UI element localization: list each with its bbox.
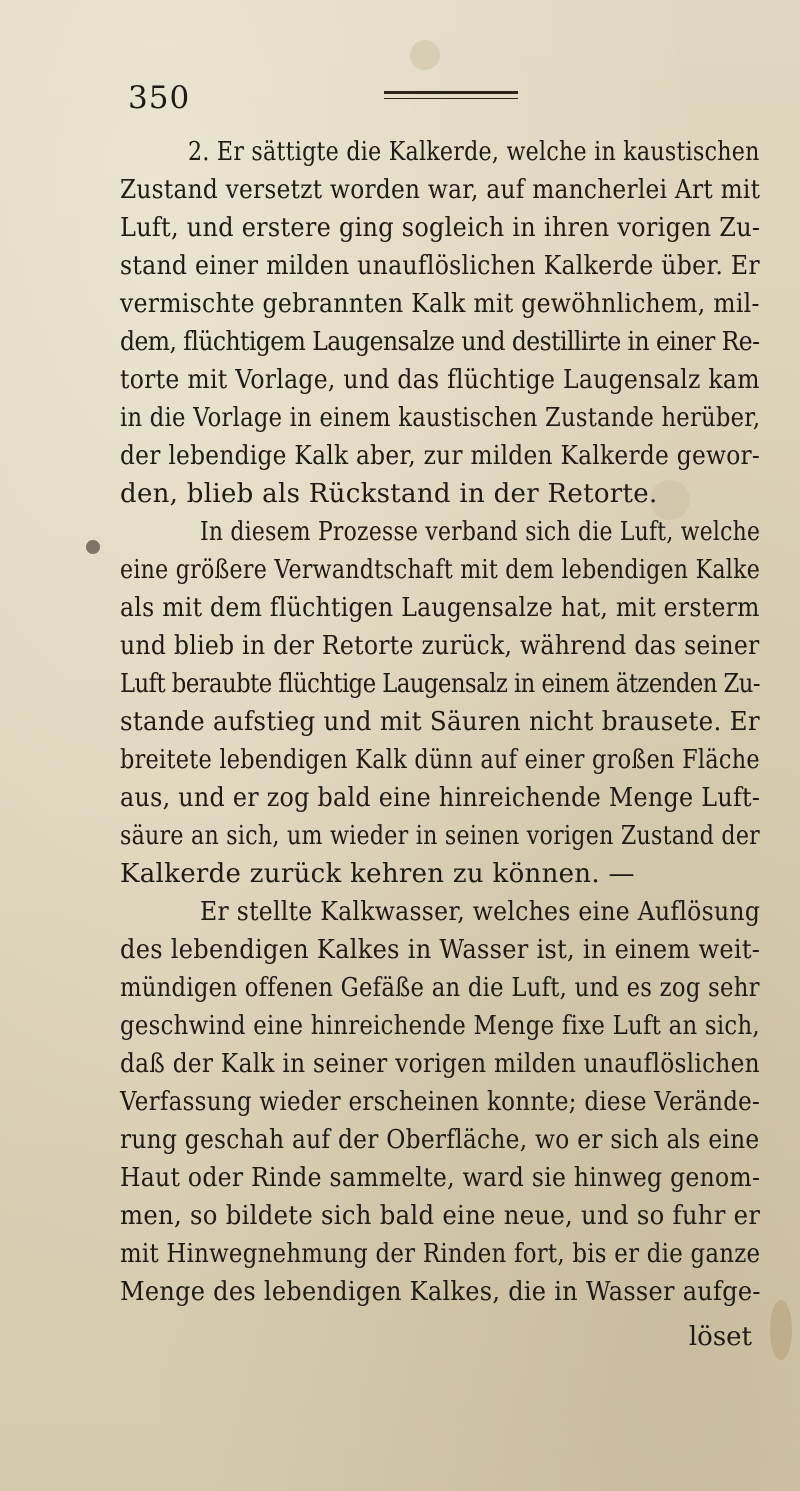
text-line: Kalkerde zurück kehren zu können. —	[120, 859, 635, 889]
text-line: Menge des lebendigen Kalkes, die in Wasser aufge-	[120, 1277, 761, 1307]
text-line: aus, und er zog bald eine hinreichende Menge Luft-	[120, 783, 761, 813]
text-line: und blieb in der Retorte zurück, während das seiner	[120, 631, 760, 661]
text-line: 2. Er sättigte die Kalkerde, welche in kaustischen	[188, 137, 760, 167]
catchword: löset	[688, 1322, 752, 1352]
text-line: rung geschah auf der Oberfläche, wo er sich als eine	[120, 1125, 760, 1155]
text-line: Luft, und erstere ging sogleich in ihren vorigen Zu-	[120, 213, 761, 243]
text-line: Haut oder Rinde sammelte, ward sie hinweg genom-	[120, 1163, 761, 1193]
text-line: des lebendigen Kalkes in Wasser ist, in einem weit-	[120, 935, 761, 965]
text-line: in die Vorlage in einem kaustischen Zustande herüber,	[120, 403, 761, 433]
text-line: den, blieb als Rückstand in der Retorte.	[120, 479, 658, 509]
paper-stain	[410, 40, 440, 70]
text-line: Er stellte Kalkwasser, welches eine Auflösung	[200, 897, 761, 927]
text-line: der lebendige Kalk aber, zur milden Kalkerde gewor-	[120, 441, 761, 471]
text-line: torte mit Vorlage, und das flüchtige Laugensalz kam	[120, 365, 760, 395]
text-line: mit Hinwegnehmung der Rinden fort, bis er die ganze	[120, 1239, 761, 1269]
paper-stain	[86, 540, 100, 554]
text-line: dem, flüchtigem Laugensalze und destillirte in einer Re-	[120, 327, 760, 357]
text-line: stand einer milden unauflöslichen Kalkerde über. Er	[120, 251, 760, 281]
page-number: 350	[128, 80, 191, 116]
text-line: säure an sich, um wieder in seinen vorigen Zustand der	[120, 821, 761, 851]
text-line: In diesem Prozesse verband sich die Luft, welche	[200, 517, 761, 547]
header-rule	[384, 91, 518, 99]
text-line: Luft beraubte flüchtige Laugensalz in einem ätzenden Zu-	[120, 669, 761, 699]
page-header	[0, 78, 800, 118]
paper-stain	[770, 1300, 792, 1360]
text-line: daß der Kalk in seiner vorigen milden unauflöslichen	[120, 1049, 760, 1079]
text-line: Verfassung wieder erscheinen konnte; diese Verände-	[120, 1087, 761, 1117]
text-line: men, so bildete sich bald eine neue, und so fuhr er	[120, 1201, 761, 1231]
text-line: als mit dem flüchtigen Laugensalze hat, mit ersterm	[120, 593, 760, 623]
text-line: eine größere Verwandtschaft mit dem lebendigen Kalke	[120, 555, 761, 585]
text-line: geschwind eine hinreichende Menge fixe Luft an sich,	[120, 1011, 760, 1041]
text-line: breitete lebendigen Kalk dünn auf einer großen Fläche	[120, 745, 760, 775]
text-line: mündigen offenen Gefäße an die Luft, und es zog sehr	[120, 973, 760, 1003]
text-line: vermischte gebrannten Kalk mit gewöhnlichem, mil-	[120, 289, 760, 319]
text-line: stande aufstieg und mit Säuren nicht brausete. Er	[120, 707, 760, 737]
text-line: Zustand versetzt worden war, auf mancherlei Art mit	[120, 175, 761, 205]
